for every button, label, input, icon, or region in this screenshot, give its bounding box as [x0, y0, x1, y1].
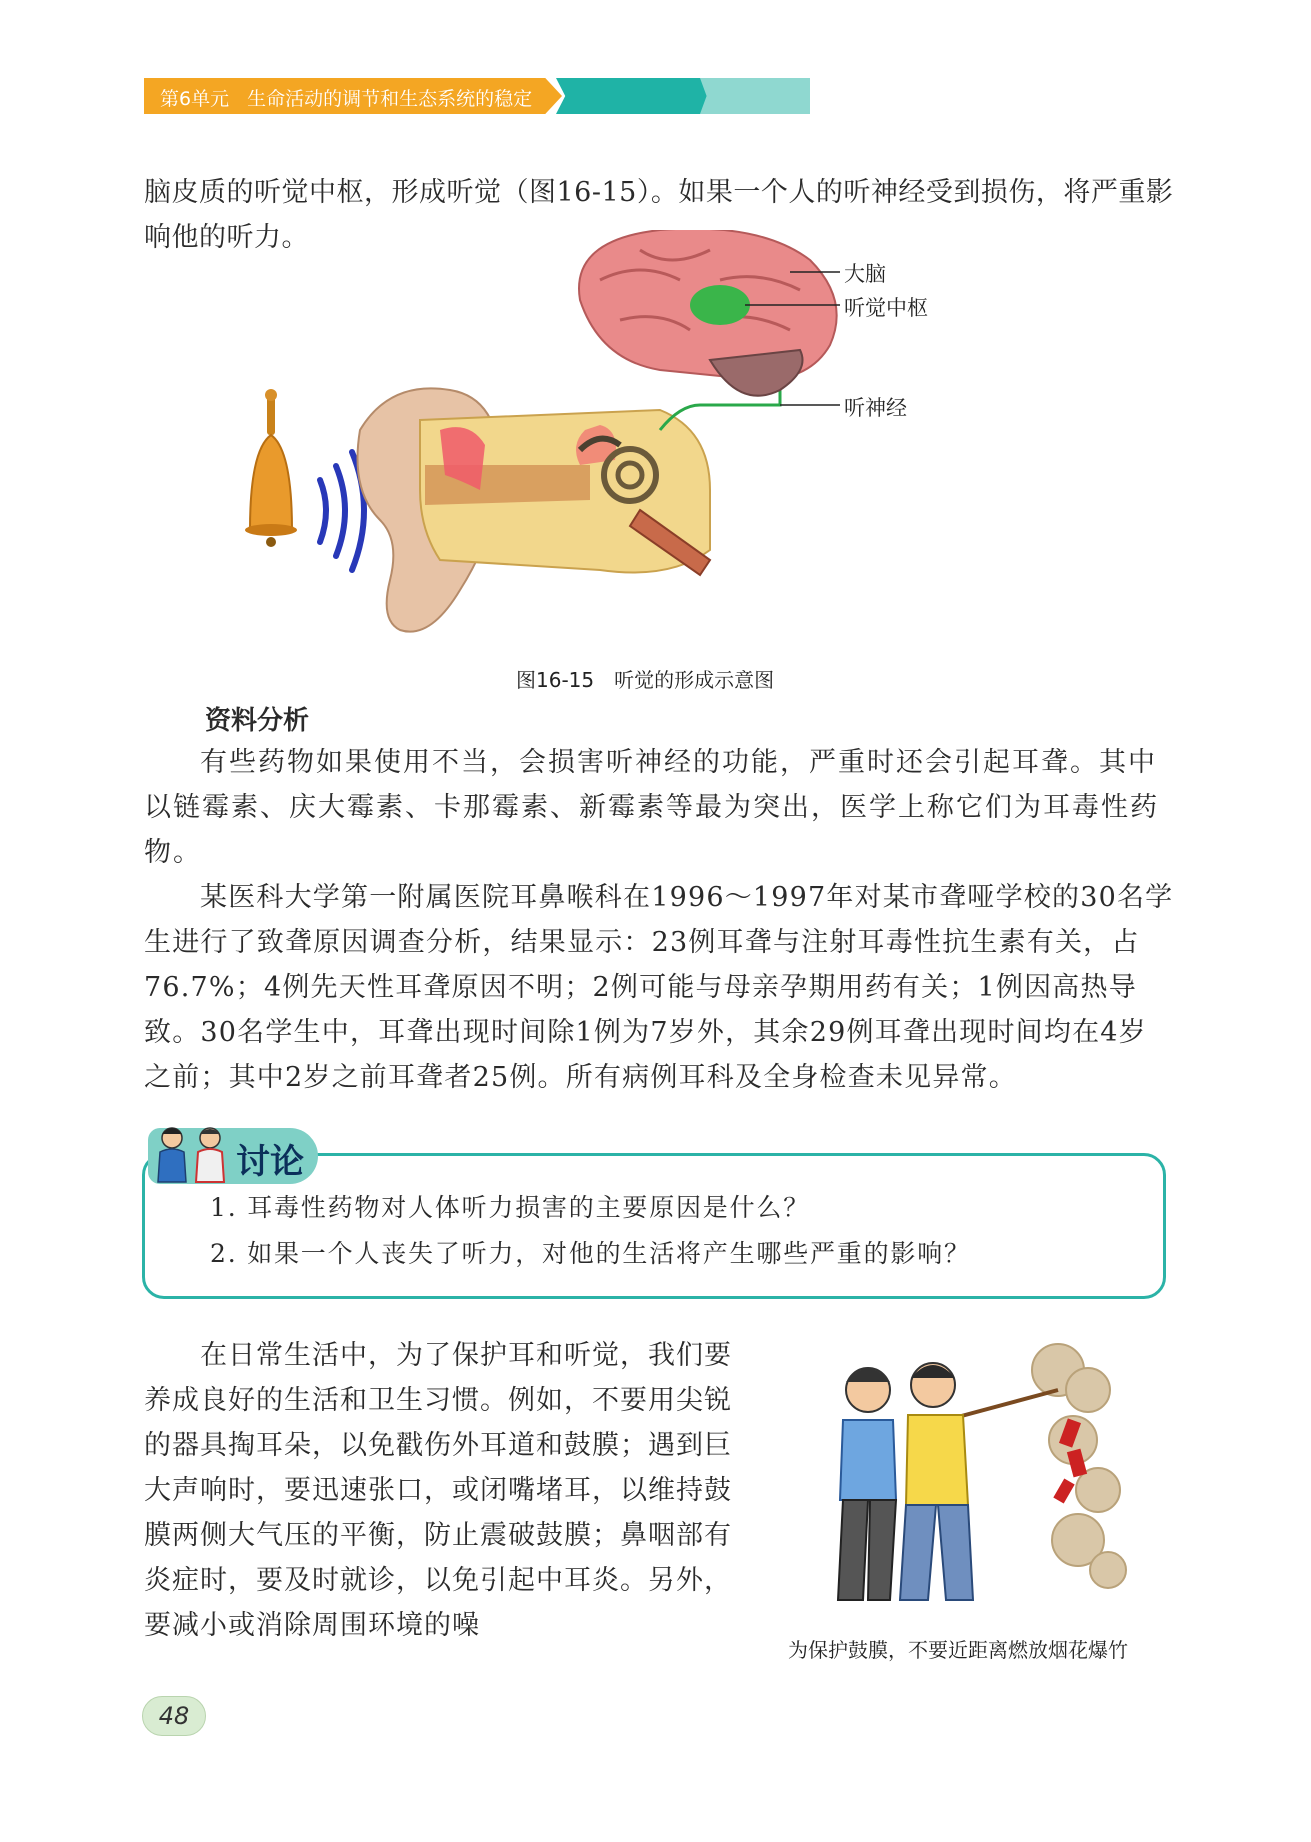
hearing-figure: [240, 230, 1180, 650]
page-number: 48: [142, 1696, 206, 1736]
illustration-caption: 为保护鼓膜，不要近距离燃放烟花爆竹: [788, 1638, 1128, 1662]
label-brain: 大脑: [844, 262, 886, 286]
figure-number: 图16-15: [516, 668, 595, 692]
analysis-paragraph-1: 有些药物如果使用不当，会损害听神经的功能，严重时还会引起耳聋。其中以链霉素、庆大霉素、卡那霉素、新霉素等最为突出，医学上称它们为耳毒性药物。: [144, 747, 1159, 868]
boy-left-icon: [838, 1368, 896, 1600]
analysis-paragraph-2: 某医科大学第一附属医院耳鼻喉科在1996～1997年对某市聋哑学校的30名学生进行了致聋原因调查分析，结果显示：23例耳聋与注射耳毒性抗生素有关，占76.7%；4例先天性耳聋原因不明；2例可能与母亲孕期用药有关；1例因高热导致。30名学生中，耳聋出现时间除1例为7岁外，其余29例耳聋出现时间均在4岁之前；其中2岁之前耳聋者25例。所有病例耳科及全身检查未见异常。: [144, 882, 1174, 1093]
figure-caption: [516, 664, 774, 693]
discussion-question-1: 1. 耳毒性药物对人体听力损害的主要原因是什么？: [210, 1193, 811, 1222]
ear-icon: [358, 388, 711, 631]
brain-icon: [579, 230, 837, 396]
figure-caption-text: 听觉的形成示意图: [614, 668, 775, 692]
daily-life-paragraph: 在日常生活中，为了保护耳和听觉，我们要养成良好的生活和卫生习惯。例如，不要用尖锐的器具掏耳朵，以免戳伤外耳道和鼓膜；遇到巨大声响时，要迅速张口，或闭嘴堵耳，以维持鼓膜两侧大气压的平衡，防止震破鼓膜；鼻咽部有炎症时，要及时就诊，以免引起中耳炎。另外，要减小或消除周围环境的噪: [144, 1340, 732, 1641]
header-teal-segment: [556, 78, 710, 114]
boy-right-icon: [900, 1363, 973, 1600]
intro-paragraph: 脑皮质的听觉中枢，形成听觉（图16-15）。如果一个人的听神经受到损伤，将严重影响他的听力。: [144, 177, 1174, 253]
hearing-diagram: [240, 230, 1180, 650]
unit-label: 第6单元: [160, 88, 230, 110]
bell-icon: [245, 389, 297, 547]
label-auditory-nerve: 听神经: [844, 396, 907, 420]
analysis-title: 资料分析: [205, 706, 310, 736]
unit-title: 生命活动的调节和生态系统的稳定: [247, 88, 533, 110]
label-auditory-center: 听觉中枢: [844, 296, 928, 320]
unit-header-bar: [144, 78, 810, 114]
firecracker-illustration: [808, 1330, 1148, 1620]
header-text: [160, 84, 532, 111]
discussion-question-2: 2. 如果一个人丧失了听力，对他的生活将产生哪些严重的影响？: [210, 1239, 971, 1268]
header-light-segment: [700, 78, 810, 114]
discussion-title: 讨论: [236, 1142, 304, 1182]
students-icon: [150, 1122, 236, 1188]
